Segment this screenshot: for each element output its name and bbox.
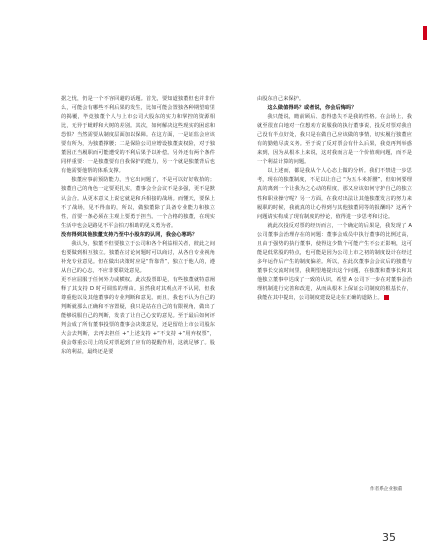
paragraph: 以上述而，都是我从个人心态上做的分析。我们不禁进一步思考，现在的独董制度，不足以让自己 “为五斗米折腰”，但如何要理真的离到一个让我为之心动的程度，那又应该如何守护自己的独立性和职业操守呢？另一方面，在我对出法让其他独董发言的努力来履职的时候，我就真的让心得到与其他独董同等的报酬吗？这两个问题请实构成了现有制度的悖论，值得进一步思考和讨论。 [257, 168, 412, 220]
article-right-column [257, 95, 412, 303]
page-corner-marker [423, 26, 427, 40]
section-question: 没有得到其他独董支持乃至中小股东的认同，我会心寒吗？ [61, 231, 198, 238]
paragraph: 据之忧，仍是一个不容回避的话题。首先，要知道独董但也并非什么，可能会有哪些不利后果的发生，比如可能会置独各种期望暗里的揭覆，毕竟独董个人与上市公司大股东的实力和掌控的资源相比，无异于蚍蜉和大树的差别。其次，如何解决这些现实的困虑和恐惧？当然需要从制度层面加以保障。在这方面，一是证监会应该要有所为，为独董撑腰；二是保险公司应增设独董责权险，对于独董因正当履职而可能遭受的不利后果予以补偿。另外还有两个条件同样重要：一是独董要有自我保护的能力，另一个就是独董背后也有他需要他帮的体系支撑。 [61, 96, 215, 175]
paragraph: 由股东自己来保护。 [257, 96, 305, 102]
paragraph [257, 222, 412, 303]
paragraph-text: 就此次投反对票的经历而言，一个确定的后果是，我发现了 A 公司董事会治理存在的问题：董事会成员中执行董事的比例过高，且由于强势的执行董事，使得这少数个可能产生不公正影响，这可能是低常股的特点，也可能是因为公司上市之初的制度设计在经过多年运作后产生的制度偏差。所以，在此次董事会会议后的独董与董事长交流时间里，我期望地提出这个问题，在独董和董事长和其他独立董事中达成了一致的认识，希望 A 公司下一步在对董事会治理机制进行完善和改进，从而从根本上保证公司制度的根基长存，我能在其中提出，公司制度建设是走在正确的道路上。 [257, 222, 412, 302]
end-of-article-icon [384, 295, 389, 300]
article-left-column [61, 95, 215, 357]
paragraph: 独董应事前预防能力，当它出问题了，不是可以好好收拾的；独董自己的角色一定要更扎实，董事会全会议不是多强，更不是默认会合。从更本意义上说它就是和兵相接的战场。而懂天，要保上不了战场，见不得血的，所以，做独董除了具备专业能力和独立性，首要一条必须在主观上要勇于担当。一个合格的独董，在现实生活中也会是路见不平会拍刀相助的见义勇为者。 [61, 177, 215, 229]
section-question: 这么做值得吗？或者说，你会后悔吗？ [267, 105, 357, 112]
author-note: 作者系企业独董 [370, 487, 403, 492]
paragraph: 我只能说，瞻前顾后、患得患失不是我的性格。在会场上，我就至很直白地对一位想劝方说服我的执行董事说，投反对票对我自己没有半点好处，我只是在做自己应该做的事情，切实履行独董应有的勤勉尽责义务。至于说了反对票会有什么后果，我竟再判举惑来到，因为从根本上来说，这对我而言是一个价值观问题，而不是一个利益计算的问题。 [257, 114, 412, 166]
page-number: 35 [382, 531, 396, 544]
paragraph: 更不应屈服于任何外力或横权。此次投票即是，有些独董就特意阐释了其支持 D 时可调监的理由。虽然我对其观点并不认同，但我尊重他以及其他董事的专业判断和意见。而且，我也不认为自己的判断就那么正确和不容置疑，我只是站在自己的有限视角，做出了能够说服自己的判断，发表了让自己心安的意见。至于最后如何评判会成了所有董事投票的董事会决策意见，还是留给上市公司股东大会去判断，去再去担任 +“上述支持 +“不支持 +“用弃权票”，我会尊重公司上的反对票起到了应有的提醒作用，这就足够了。股东的利益，最终还是要 [61, 276, 215, 356]
paragraph: 我认为，独董不但要独立于公司和各个利益相关者，彼此之间也要做到相互独立。独董在讨论问题时可以商讨，从各自专业视角补充专业意见。但在做出决策时应是“背靠背”，独立于他人的，遵从自己的心志，不应非要联处意见。 [61, 240, 215, 274]
